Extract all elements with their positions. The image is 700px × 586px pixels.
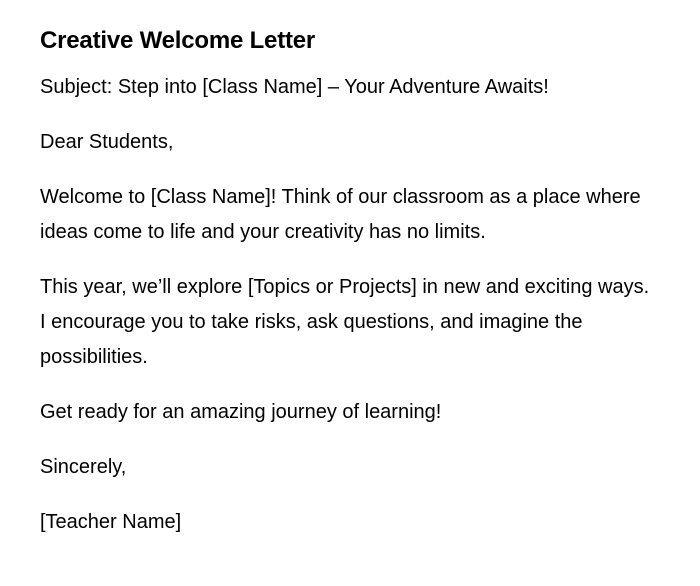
letter-greeting: Dear Students, [40,131,174,153]
letter-title: Creative Welcome Letter [40,27,316,54]
letter-subject: Subject: Step into [Class Name] – Your Adventure Awaits! [40,76,549,98]
letter-paragraph-explore: This year, we’ll explore [Topics or Projects] in new and exciting ways. I encourage you to take risks, ask questions, and imagine the possibilities. [40,276,650,368]
letter-closing: Sincerely, [40,456,127,478]
letter-paragraph-journey: Get ready for an amazing journey of learning! [40,401,442,423]
letter-signature: [Teacher Name] [40,511,182,533]
letter-paragraph-welcome: Welcome to [Class Name]! Think of our classroom as a place where ideas come to life and your creativity has no limits. [40,186,641,243]
